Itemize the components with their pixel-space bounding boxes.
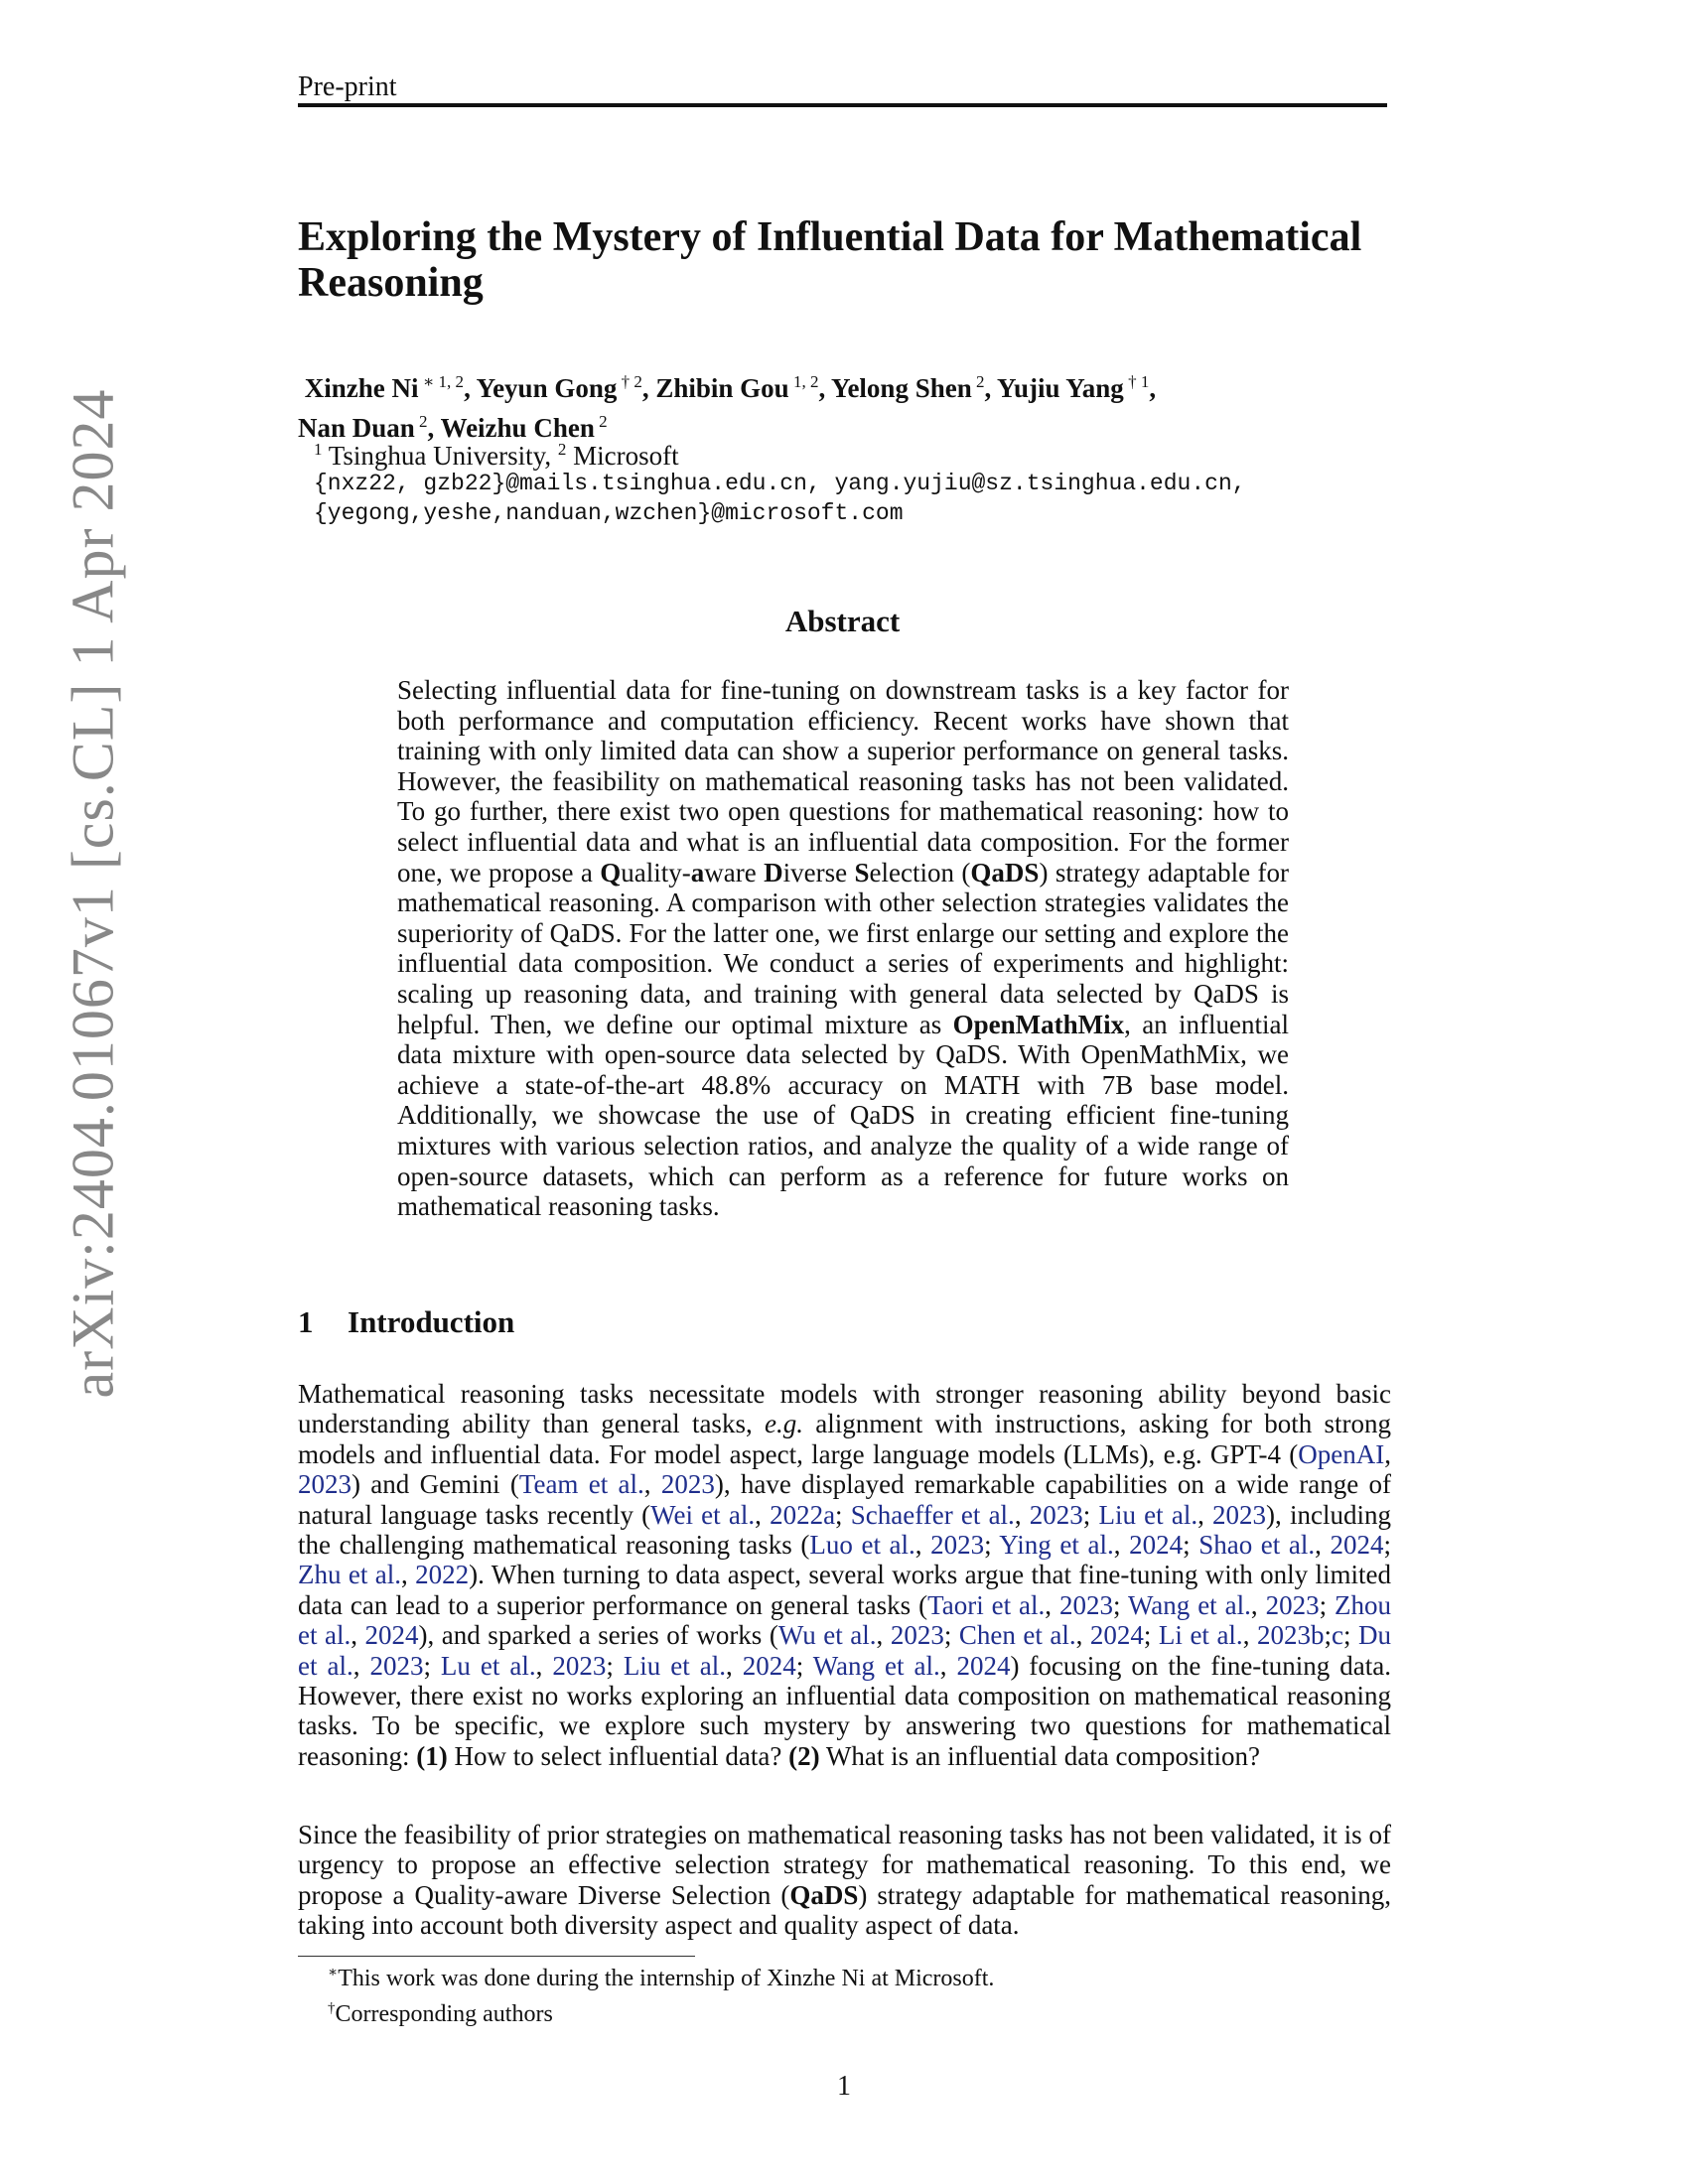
- citation-link[interactable]: Team et al.: [518, 1469, 644, 1500]
- citation-link[interactable]: 2023: [1212, 1499, 1267, 1530]
- paragraph-text: ;: [1082, 1499, 1099, 1530]
- paragraph-text: ,: [401, 1560, 416, 1590]
- paragraph-text: ,: [755, 1499, 771, 1530]
- author-marks: † 2: [617, 372, 642, 391]
- citation-link[interactable]: Wei et al.: [650, 1499, 756, 1530]
- paragraph-text: ;: [1319, 1589, 1336, 1620]
- paragraph-text: ;: [1143, 1620, 1159, 1651]
- paragraph-text: ;: [606, 1650, 624, 1681]
- citation-link[interactable]: Wu et al.: [777, 1620, 877, 1651]
- qads-term: QaDS: [970, 857, 1040, 887]
- citation-link[interactable]: 2023: [660, 1469, 715, 1500]
- citation-link[interactable]: Chen et al.: [958, 1620, 1076, 1651]
- citation-link[interactable]: Liu et al.: [623, 1650, 726, 1681]
- paragraph-text: ,: [1384, 1438, 1391, 1469]
- citation-link[interactable]: 2023: [298, 1469, 352, 1500]
- citation-link[interactable]: Du et al.: [298, 1620, 1391, 1681]
- citation-link[interactable]: 2023: [890, 1620, 944, 1651]
- citation-link[interactable]: 2024: [1330, 1530, 1384, 1561]
- citation-link[interactable]: 2024: [742, 1650, 796, 1681]
- author-name: Yeyun Gong: [476, 373, 618, 403]
- citation-link[interactable]: 2023: [1029, 1499, 1083, 1530]
- paragraph-text: ), have displayed remarkable capabilities on a wide range of natural language tasks recently (: [298, 1469, 1392, 1530]
- paragraph-text: ,: [351, 1620, 365, 1651]
- citation-link[interactable]: 2023: [369, 1650, 424, 1681]
- citation-link[interactable]: 2023b: [1256, 1620, 1325, 1651]
- author-name: Yelong Shen: [830, 373, 972, 403]
- paragraph-text: ;: [1113, 1589, 1128, 1620]
- affiliation-name: Microsoft: [566, 441, 679, 471]
- footnote: [328, 1958, 994, 1993]
- citation-link[interactable]: c: [1331, 1620, 1343, 1651]
- citation-link[interactable]: 2024: [956, 1650, 1011, 1681]
- author-marks: 2: [414, 412, 428, 431]
- footnote-mark: †: [328, 2000, 336, 2016]
- paragraph-text: ;: [835, 1499, 851, 1530]
- footnotes: [328, 1958, 994, 2029]
- author-list: Xinzhe Ni $^{∗ 1, 2}$, Yeyun Gong $^{\dagger 2}$, Zhibin Gou $^{1, 2}$, Yelong Shen $^2$, Yujiu Yang $^{\dagger 1}$, Nan Duan $^2$, Weizhu Chen $^2$: [298, 372, 1157, 443]
- paper-title: Exploring the Mystery of Influential Data for Mathematical Reasoning: [298, 214, 1362, 306]
- citation-link[interactable]: Wang et al.: [812, 1650, 940, 1681]
- author-name: Weizhu Chen: [440, 413, 595, 443]
- citation-link[interactable]: 2022a: [770, 1499, 836, 1530]
- paragraph-text: ) and Gemini (: [352, 1469, 519, 1500]
- paragraph-text: ,: [1113, 1530, 1130, 1561]
- citation-link[interactable]: 2023: [1059, 1589, 1113, 1620]
- author-name: Nan Duan: [298, 413, 415, 443]
- author-marks: 1, 2: [788, 372, 819, 391]
- abstract-text: ) strategy adaptable for mathematical reasoning. A comparison with other selection strategies validates the superiority of QaDS. For the latter one, we first enlarge our setting and explore the influential data composition. We conduct a series of experiments and highlight: scaling up reasoning data, and training with general data selected by QaDS is helpful. Then, we define our optimal mixture as: [397, 857, 1290, 1039]
- author-marks: 2: [594, 412, 608, 431]
- citation-link[interactable]: Taori et al.: [927, 1589, 1046, 1620]
- paragraph-text: ;: [795, 1650, 813, 1681]
- header-rule: [298, 103, 1387, 107]
- citation-link[interactable]: 2024: [364, 1620, 419, 1651]
- paragraph-text: ;: [423, 1650, 441, 1681]
- paragraph-text: ;: [1183, 1530, 1199, 1561]
- paragraph-text: ;: [1324, 1620, 1332, 1651]
- paragraph-text: ,: [352, 1650, 370, 1681]
- affiliation-name: Tsinghua University,: [322, 441, 558, 471]
- footnote-rule: [298, 1956, 695, 1957]
- paragraph-text: ) strategy adaptable for mathematical reasoning, taking into account both diversity aspect and quality aspect of data.: [298, 1879, 1391, 1941]
- paragraph-text: ,: [914, 1530, 931, 1561]
- paragraph-text: ,: [1014, 1499, 1030, 1530]
- abstract-text: uality-: [621, 857, 691, 887]
- paragraph-text: ,: [643, 1469, 661, 1500]
- citation-link[interactable]: 2024: [1129, 1530, 1184, 1561]
- paragraph-text: ,: [1045, 1589, 1059, 1620]
- affiliation-mark: 1: [314, 440, 323, 459]
- abstract-text: , an influential data mixture with open-source data selected by QaDS. With OpenMathMix, we achieve a state-of-the-art 48.8% accuracy on MATH with 7B base model. Additionally, we showcase the use of QaDS in creating efficient fine-tuning mixtures with various selection ratios, and analyze the quality of a wide range of open-source datasets, which can perform as a reference for future works on mathematical reasoning tasks.: [397, 1009, 1289, 1222]
- citation-link[interactable]: Ying et al.: [999, 1530, 1114, 1561]
- section-title: Introduction: [348, 1304, 515, 1339]
- paragraph-text: ,: [1197, 1499, 1213, 1530]
- running-head: Pre-print: [298, 71, 397, 102]
- abstract-body: [397, 675, 1289, 1222]
- citation-link[interactable]: Luo et al.: [809, 1530, 915, 1561]
- paragraph-text: ,: [1250, 1589, 1266, 1620]
- citation-link[interactable]: 2023: [552, 1650, 607, 1681]
- affiliations: [314, 434, 679, 472]
- acronym-letter: S: [854, 857, 870, 887]
- citation-link[interactable]: Zhou et al.: [298, 1589, 1392, 1651]
- abstract-text: iverse: [782, 857, 855, 887]
- citation-link[interactable]: Schaeffer et al.: [850, 1499, 1015, 1530]
- citation-link[interactable]: 2022: [415, 1560, 470, 1590]
- italic-text: e.g.: [764, 1409, 803, 1439]
- abstract-text: Selecting influential data for fine-tuning on downstream tasks is a key factor for both performance and computation efficiency. Recent works have shown that training with only limited data can show a superior performance on general tasks. However, the feasibility on mathematical reasoning tasks has not been validated. To go further, there exist two open questions for mathematical reasoning: how to select influential data and what is an influential data composition. For the former one, we propose a: [397, 675, 1289, 887]
- citation-link[interactable]: 2023: [1265, 1589, 1320, 1620]
- paragraph-text: How to select influential data?: [447, 1740, 789, 1771]
- footnote-text: This work was done during the internship of Xinzhe Ni at Microsoft.: [338, 1966, 995, 1991]
- author-name: Zhibin Gou: [655, 373, 789, 403]
- acronym-letter: D: [764, 857, 783, 887]
- paragraph-text: What is an influential data composition?: [819, 1740, 1260, 1771]
- paragraph-text: ;: [1342, 1620, 1358, 1651]
- paragraph-text: ,: [876, 1620, 891, 1651]
- author-name: Yujiu Yang: [996, 373, 1124, 403]
- footnote-text: Corresponding authors: [335, 2001, 553, 2027]
- acronym-letter: Q: [600, 857, 622, 887]
- section-number: 1: [298, 1304, 314, 1339]
- page-number: 1: [837, 2071, 851, 2102]
- citation-link[interactable]: Shao et al.: [1198, 1530, 1316, 1561]
- footnote: [328, 1993, 994, 2029]
- arxiv-identifier-stamp: arXiv:2404.01067v1 [cs.CL] 1 Apr 2024: [60, 388, 126, 1399]
- abstract-text: ware: [704, 857, 765, 887]
- author-marks: † 1: [1123, 372, 1150, 391]
- paragraph-text: Mathematical reasoning tasks necessitate models with stronger reasoning ability beyond basic understanding ability than general tasks,: [298, 1379, 1391, 1439]
- paragraph-text: ). When turning to data aspect, several works argue that fine-tuning with only limited data can lead to a superior performance on general tasks (: [298, 1560, 1391, 1620]
- intro-paragraph-1: [298, 1379, 1391, 1771]
- paragraph-text: ;: [984, 1530, 1000, 1561]
- citation-link[interactable]: Zhu et al.: [298, 1560, 401, 1590]
- citation-link[interactable]: Liu et al.: [1098, 1499, 1198, 1530]
- bold-text: (1): [416, 1740, 448, 1771]
- paragraph-text: ) focusing on the fine-tuning data. However, there exist no works exploring an influential data composition on mathematical reasoning tasks. To be specific, we explore such mystery by answering two questions for mathematical reasoning:: [298, 1650, 1391, 1771]
- paragraph-text: ;: [1383, 1530, 1391, 1561]
- paragraph-text: ), and sparked a series of works (: [418, 1620, 778, 1651]
- citation-link[interactable]: Wang et al.: [1127, 1589, 1251, 1620]
- paragraph-text: ), including the challenging mathematical reasoning tasks (: [298, 1499, 1391, 1561]
- section-heading: [298, 1304, 514, 1340]
- citation-link[interactable]: Li et al.: [1158, 1620, 1243, 1651]
- citation-link[interactable]: 2023: [930, 1530, 985, 1561]
- acronym-letter: a: [690, 857, 705, 887]
- paragraph-text: ,: [939, 1650, 957, 1681]
- footnote-mark: ∗: [328, 1965, 339, 1980]
- author-name: Xinzhe Ni: [304, 373, 419, 403]
- paragraph-text: ,: [1075, 1620, 1090, 1651]
- author-marks: 2: [971, 372, 985, 391]
- email-line: {yegong,yeshe,nanduan,wzchen}@microsoft.com: [314, 500, 904, 526]
- affiliation-mark: 2: [557, 440, 567, 459]
- citation-link[interactable]: OpenAI: [1298, 1438, 1385, 1469]
- bold-text: (2): [788, 1740, 820, 1771]
- abstract-heading: Abstract: [784, 604, 901, 638]
- citation-link[interactable]: 2024: [1089, 1620, 1144, 1651]
- paragraph-text: ,: [1242, 1620, 1257, 1651]
- paragraph-text: Since the feasibility of prior strategies on mathematical reasoning tasks has not been validated, it is of urgency to propose an effective selection strategy for mathematical reasoning. To this end, we propose a Quality-aware Diverse Selection (: [298, 1820, 1391, 1910]
- intro-paragraph-2: [298, 1820, 1391, 1941]
- qads-term: QaDS: [789, 1879, 859, 1910]
- email-line: {nxz22, gzb22}@mails.tsinghua.edu.cn, yang.yujiu@sz.tsinghua.edu.cn,: [314, 471, 1246, 496]
- openmathmix-term: OpenMathMix: [952, 1009, 1125, 1039]
- citation-link[interactable]: Lu et al.: [440, 1650, 536, 1681]
- paragraph-text: alignment with instructions, asking for both strong models and influential data. For model aspect, large language models (LLMs), e.g. GPT-4 (: [298, 1409, 1392, 1469]
- author-emails: [314, 469, 1246, 528]
- paragraph-text: ,: [1315, 1530, 1331, 1561]
- paragraph-text: ,: [726, 1650, 743, 1681]
- author-marks: ∗ 1, 2: [418, 372, 465, 391]
- paragraph-text: ;: [943, 1620, 959, 1651]
- abstract-text: election (: [869, 857, 971, 887]
- paragraph-text: ,: [535, 1650, 553, 1681]
